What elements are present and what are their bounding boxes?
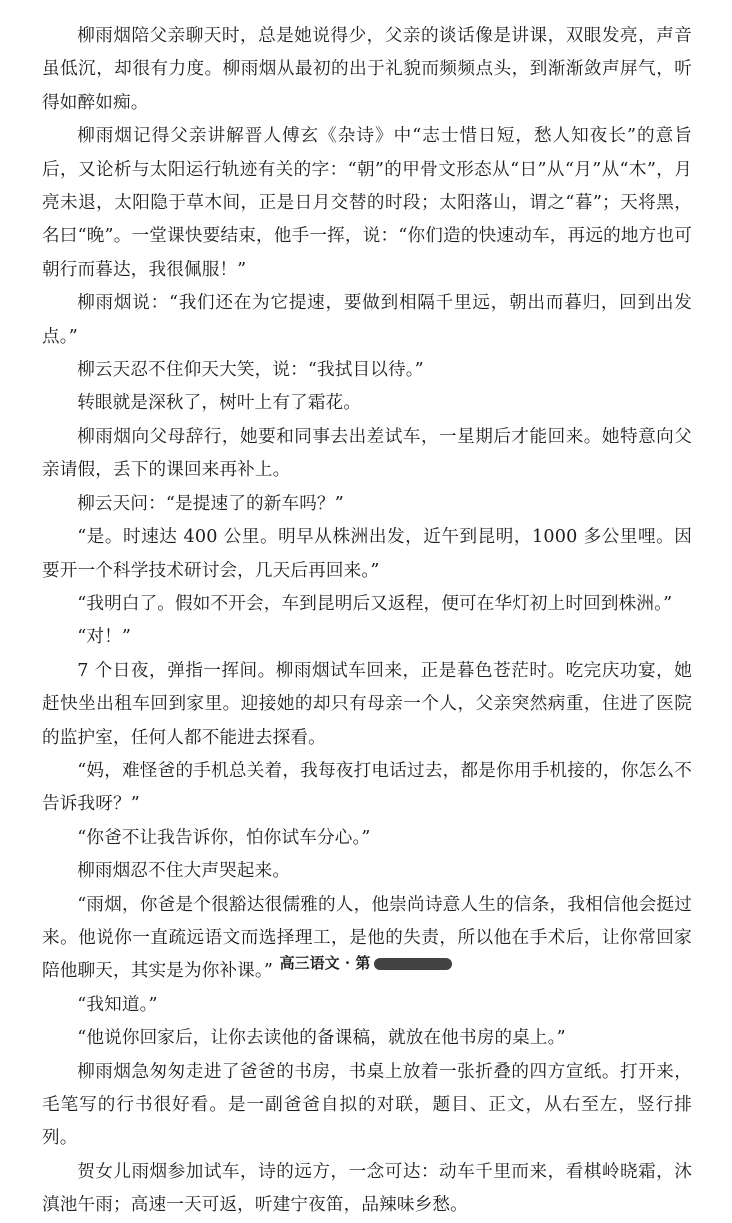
footer-text: 高三语文 · 第 [279, 954, 371, 972]
paragraph: 柳雨烟陪父亲聊天时，总是她说得少，父亲的谈话像是讲课，双眼发亮，声音虽低沉，却很有力度。柳雨烟从最初的出于礼貌而频频点头，到渐渐敛声屏气，听得如醉如痴。 [42, 26, 692, 113]
paragraph: “我知道。” [77, 994, 158, 1015]
article-body [42, 20, 692, 1223]
page-footer [0, 952, 732, 974]
paragraph: “是。时速达 400 公里。明早从株洲出发，近午到昆明，1000 多公里哩。因要开一个科学技术研讨会，几天后再回来。” [42, 527, 692, 581]
paragraph: 柳云天问：“是提速了的新车吗？” [77, 493, 344, 514]
paragraph: 柳雨烟忍不住大声哭起来。 [77, 861, 291, 882]
paragraph: 7 个日夜，弹指一挥间。柳雨烟试车回来，正是暮色苍茫时。吃完庆功宴，她赶快坐出租车回到家里。迎接她的却只有母亲一个人，父亲突然病重，住进了医院的监护室，任何人都不能进去探看。 [42, 660, 692, 748]
paragraph: “你爸不让我告诉你，怕你试车分心。” [77, 827, 371, 848]
paragraph: “对！” [77, 627, 131, 648]
paragraph: 柳雨烟说：“我们还在为它提速，要做到相隔千里远，朝出而暮归，回到出发点。” [42, 293, 692, 347]
paragraph: “他说你回家后，让你去读他的备课稿，就放在他书房的桌上。” [77, 1028, 566, 1049]
paragraph: 柳雨烟记得父亲讲解晋人傅玄《杂诗》中“志士惜日短，愁人知夜长”的意旨后，又论析与太阳运行轨迹有关的字：“朝”的甲骨文形态从“日”从“月”从“木”，月亮未退，太阳隐于草木间，正是日月交替的时段；太阳落山，谓之“暮”；天将黑，名曰“晚”。一堂课快要结束，他手一挥，说：“你们造的快速动车，再远的地方也可朝行而暮达，我很佩服！” [42, 126, 692, 280]
paragraph: 柳云天忍不住仰天大笑，说：“我拭目以待。” [77, 360, 424, 381]
paragraph: 贺女儿雨烟参加试车，诗的远方，一念可达：动车千里而来，看棋岭晓霜，沐滇池午雨；高速一天可返，听建宁夜笛，品辣味乡愁。 [42, 1161, 692, 1216]
paragraph: “雨烟，你爸是个很豁达很儒雅的人，他崇尚诗意人生的信条，我相信他会挺过来。他说你一直疏远语文而选择理工，是他的失责，所以他在手术后，让你常回家陪他聊天，其实是为你补课。” [42, 894, 692, 982]
paragraph: “妈，难怪爸的手机总关着，我每夜打电话过去，都是你用手机接的，你怎么不告诉我呀？” [42, 760, 692, 815]
obscured-page-number [374, 958, 452, 970]
paragraph: 柳雨烟急匆匆走进了爸爸的书房，书桌上放着一张折叠的四方宣纸。打开来，毛笔写的行书很好看。是一副爸爸自拟的对联，题目、正文，从右至左，竖行排列。 [42, 1061, 692, 1149]
paragraph: 柳雨烟向父母辞行，她要和同事去出差试车，一星期后才能回来。她特意向父亲请假，丢下的课回来再补上。 [42, 426, 692, 481]
paragraph: “我明白了。假如不开会，车到昆明后又返程，便可在华灯初上时回到株洲。” [77, 593, 673, 614]
paragraph: 转眼就是深秋了，树叶上有了霜花。 [77, 393, 362, 414]
